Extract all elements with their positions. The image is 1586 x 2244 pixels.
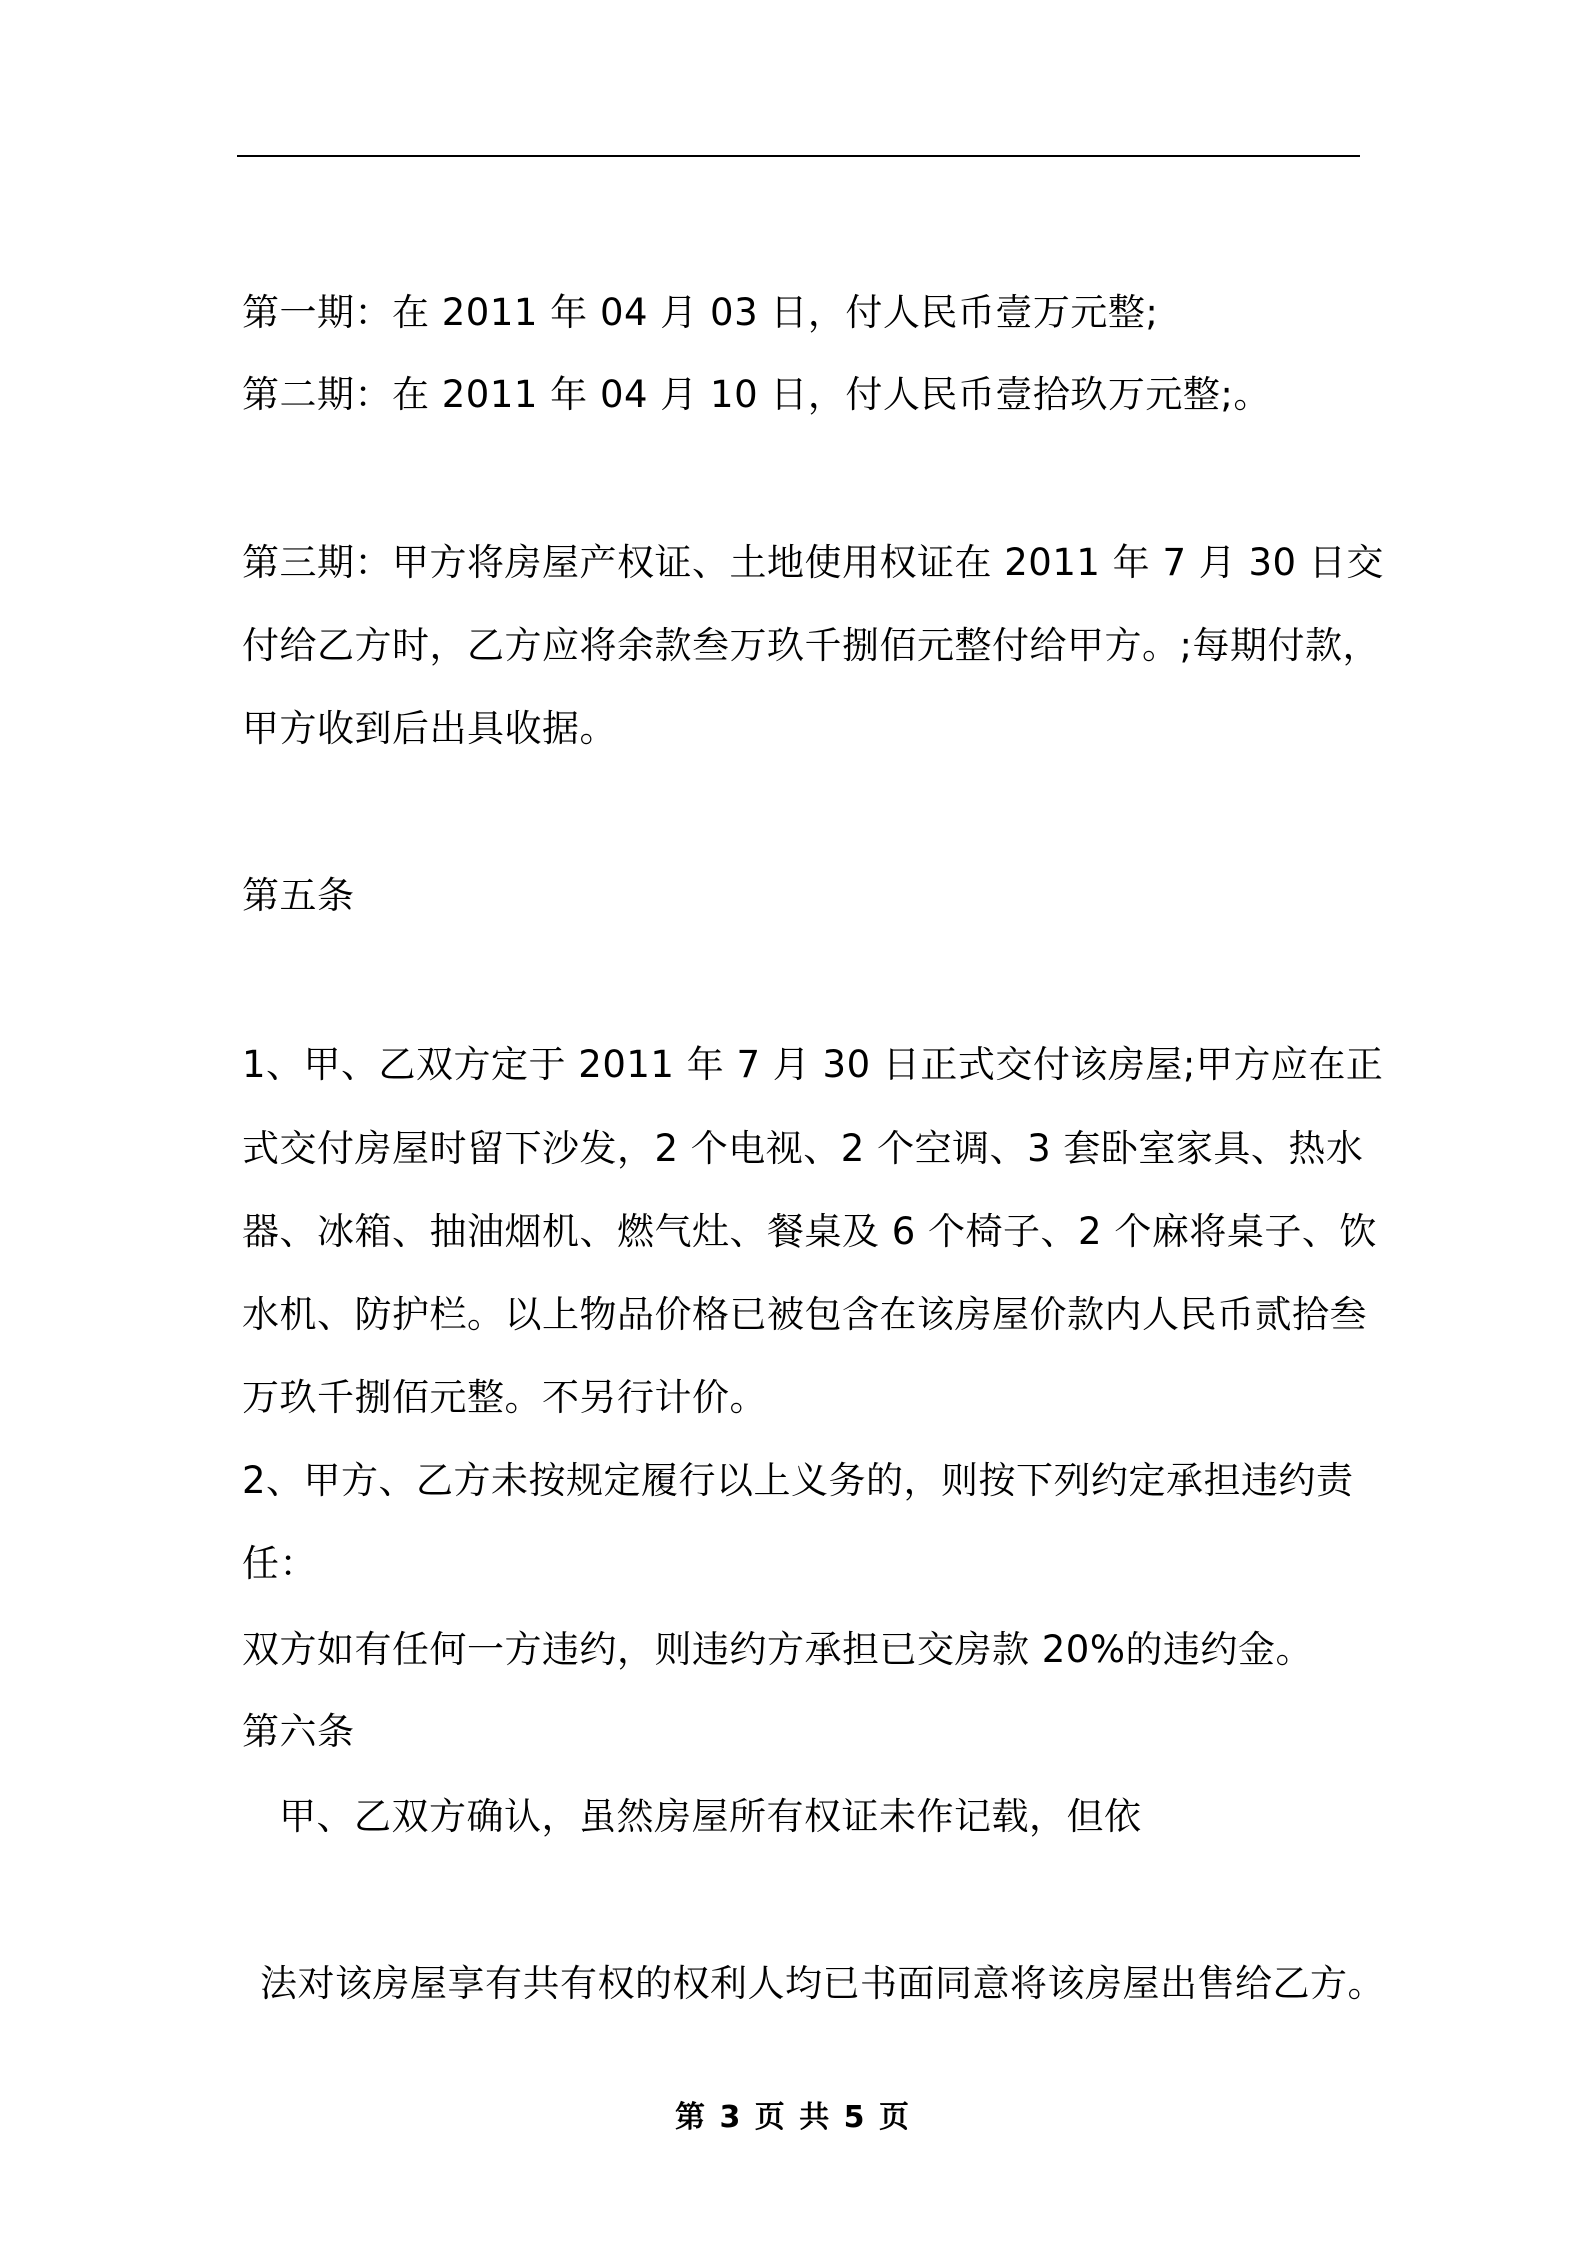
text-line: 2、甲方、乙方未按规定履行以上义务的，则按下列约定承担违约责 <box>242 1459 1354 1502</box>
text-line: 第一期：在 2011 年 04 月 03 日，付人民币壹万元整; <box>242 291 1159 334</box>
text-line: 万玖千捌佰元整。不另行计价。 <box>242 1376 767 1419</box>
text-line: 甲、乙双方确认，虽然房屋所有权证未作记载，但依 <box>279 1795 1142 1838</box>
text-line: 式交付房屋时留下沙发，2 个电视、2 个空调、3 套卧室家具、热水 <box>242 1127 1364 1170</box>
text-line: 任： <box>242 1542 317 1585</box>
text-line: 水机、防护栏。以上物品价格已被包含在该房屋价款内人民币贰拾叁 <box>242 1293 1367 1336</box>
text-line: 双方如有任何一方违约，则违约方承担已交房款 20%的违约金。 <box>242 1628 1313 1671</box>
header-rule <box>237 155 1360 157</box>
text-line: 1、甲、乙双方定于 2011 年 7 月 30 日正式交付该房屋;甲方应在正 <box>242 1043 1384 1086</box>
section-heading: 第六条 <box>242 1710 355 1753</box>
section-heading: 第五条 <box>242 874 355 917</box>
text-line: 甲方收到后出具收据。 <box>242 707 617 750</box>
text-line: 付给乙方时，乙方应将余款叁万玖千捌佰元整付给甲方。;每期付款， <box>242 624 1380 667</box>
text-line: 器、冰箱、抽油烟机、燃气灶、餐桌及 6 个椅子、2 个麻将桌子、饮 <box>242 1210 1377 1253</box>
page-footer: 第 3 页 共 5 页 <box>675 2100 911 2135</box>
text-line: 第二期：在 2011 年 04 月 10 日，付人民币壹拾玖万元整;。 <box>242 373 1271 416</box>
text-line: 第三期：甲方将房屋产权证、土地使用权证在 2011 年 7 月 30 日交 <box>242 541 1384 584</box>
text-line: 法对该房屋享有共有权的权利人均已书面同意将该房屋出售给乙方。 <box>260 1962 1385 2005</box>
